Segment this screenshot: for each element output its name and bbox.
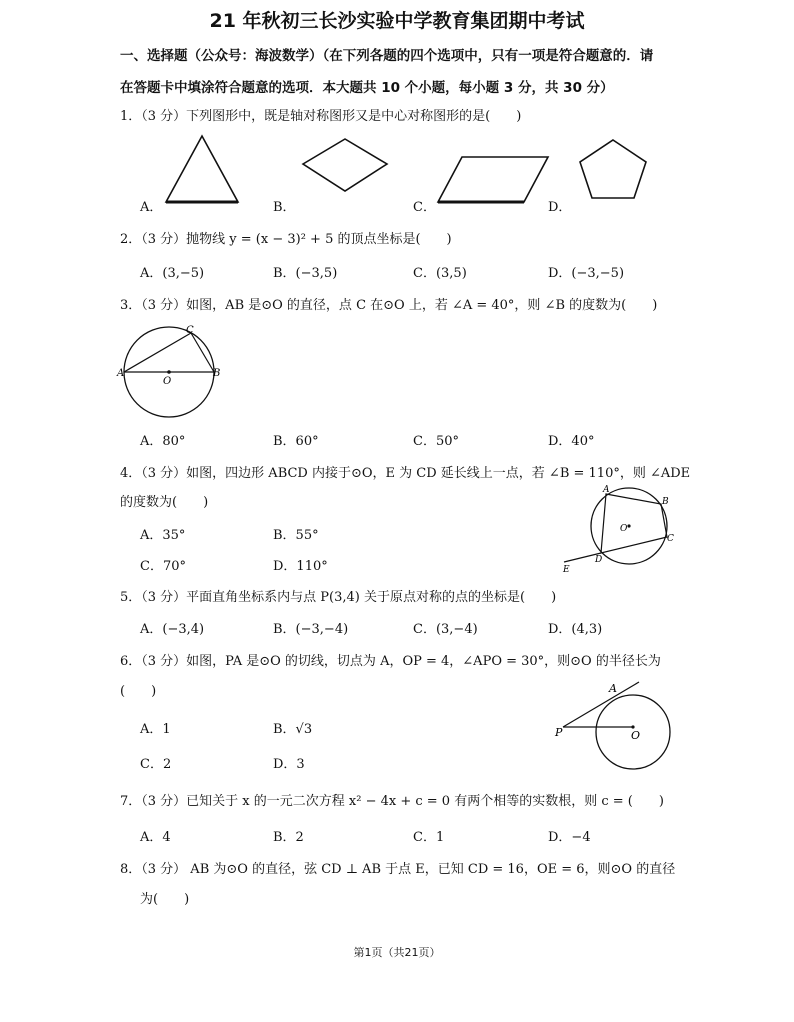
question-1-option-b: B． (273, 200, 296, 215)
parallelogram-shape (438, 157, 548, 202)
question-2-stem: 2．（3 分）抛物线 y = (x − 3)² + 5 的顶点坐标是( ) (120, 232, 452, 247)
question-3-option-c: C．50° (413, 434, 459, 449)
section-header-line2: 在答题卡中填涂符合题意的选项．本大题共 10 个小题，每小题 3 分，共 30 分） (120, 80, 614, 96)
question-4-stem-cont: 的度数为( ) (120, 495, 209, 510)
question-5-option-d: D．(4,3) (548, 622, 603, 637)
question-6-option-c: C．2 (140, 757, 172, 772)
question-7-option-d: D．−4 (548, 830, 591, 845)
label-c: C (667, 534, 674, 544)
question-6-stem: 6．（3 分）如图，PA 是⊙O 的切线，切点为 A，OP = 4，∠APO = 30°，则⊙O 的半径长为 (120, 654, 661, 669)
question-6-option-b: B．√3 (273, 722, 313, 737)
question-8-stem-cont: 为( ) (140, 892, 190, 907)
question-2-option-c: C．(3,5) (413, 266, 467, 281)
question-3-option-b: B．60° (273, 434, 319, 449)
question-2-option-b: B．(−3,5) (273, 266, 338, 281)
label-e: E (563, 565, 570, 575)
question-6-option-d: D．3 (273, 757, 305, 772)
pentagon-shape (580, 140, 646, 198)
question-5-option-a: A．(−3,4) (140, 622, 205, 637)
question-6-tangent-figure (553, 680, 678, 780)
question-7-option-b: B．2 (273, 830, 304, 845)
label-o: O (163, 376, 172, 387)
question-7-option-c: C．1 (413, 830, 445, 845)
question-7-option-a: A．4 (140, 830, 171, 845)
question-5-option-b: B．(−3,−4) (273, 622, 349, 637)
triangle-shape (166, 136, 238, 202)
label-o: O (620, 524, 628, 534)
question-6-option-a: A．1 (140, 722, 171, 737)
question-8-stem: 8．（3 分） AB 为⊙O 的直径，弦 CD ⊥ AB 于点 E，已知 CD = 16，OE = 6，则⊙O 的直径 (120, 862, 676, 877)
label-a: A (609, 682, 617, 695)
question-6-stem-cont: ( ) (120, 684, 157, 699)
question-5-stem: 5．（3 分）平面直角坐标系内与点 P(3,4) 关于原点对称的点的坐标是( ) (120, 590, 557, 605)
question-3-option-a: A．80° (140, 434, 186, 449)
label-o: O (631, 729, 641, 742)
label-a: A (117, 368, 125, 379)
question-4-option-d: D．110° (273, 559, 328, 574)
section-header-line1: 一、选择题（公众号：海波数学）（在下列各题的四个选项中，只有一项是符合题意的．请 (120, 48, 654, 64)
question-1-option-d: D． (548, 200, 572, 215)
question-4-stem: 4．（3 分）如图，四边形 ABCD 内接于⊙O，E 为 CD 延长线上一点，若 ∠B = 110°，则 ∠ADE (120, 466, 691, 481)
question-1-stem: 1．（3 分）下列图形中，既是轴对称图形又是中心对称图形的是( ) (120, 109, 522, 124)
question-3-stem: 3．（3 分）如图，AB 是⊙O 的直径，点 C 在⊙O 上，若 ∠A = 40°，则 ∠B 的度数为( ) (120, 298, 658, 313)
question-1-option-c: C． (413, 200, 436, 215)
label-c: C (186, 325, 194, 336)
question-5-option-c: C．(3,−4) (413, 622, 478, 637)
label-p: P (555, 726, 563, 739)
question-4-option-c: C．70° (140, 559, 186, 574)
question-1-option-a: A． (140, 200, 163, 215)
page-title: 21 年秋初三长沙实验中学教育集团期中考试 (209, 10, 585, 32)
question-4-inscribed-quad-figure (560, 482, 682, 576)
rhombus-shape (303, 139, 387, 191)
label-b: B (213, 368, 221, 379)
question-2-option-a: A．(3,−5) (140, 266, 205, 281)
page-footer: 第1页（共21页） (353, 946, 441, 959)
question-2-option-d: D．(−3,−5) (548, 266, 625, 281)
question-3-option-d: D．40° (548, 434, 595, 449)
label-d: D (595, 555, 603, 565)
question-3-circle-figure (116, 324, 226, 420)
question-1-shapes (150, 128, 670, 210)
label-a: A (603, 485, 610, 495)
question-4-option-b: B．55° (273, 528, 319, 543)
label-b: B (662, 497, 669, 507)
question-7-stem: 7．（3 分）已知关于 x 的一元二次方程 x² − 4x + c = 0 有两个相等的实数根，则 c = ( ) (120, 794, 664, 809)
question-4-option-a: A．35° (140, 528, 186, 543)
